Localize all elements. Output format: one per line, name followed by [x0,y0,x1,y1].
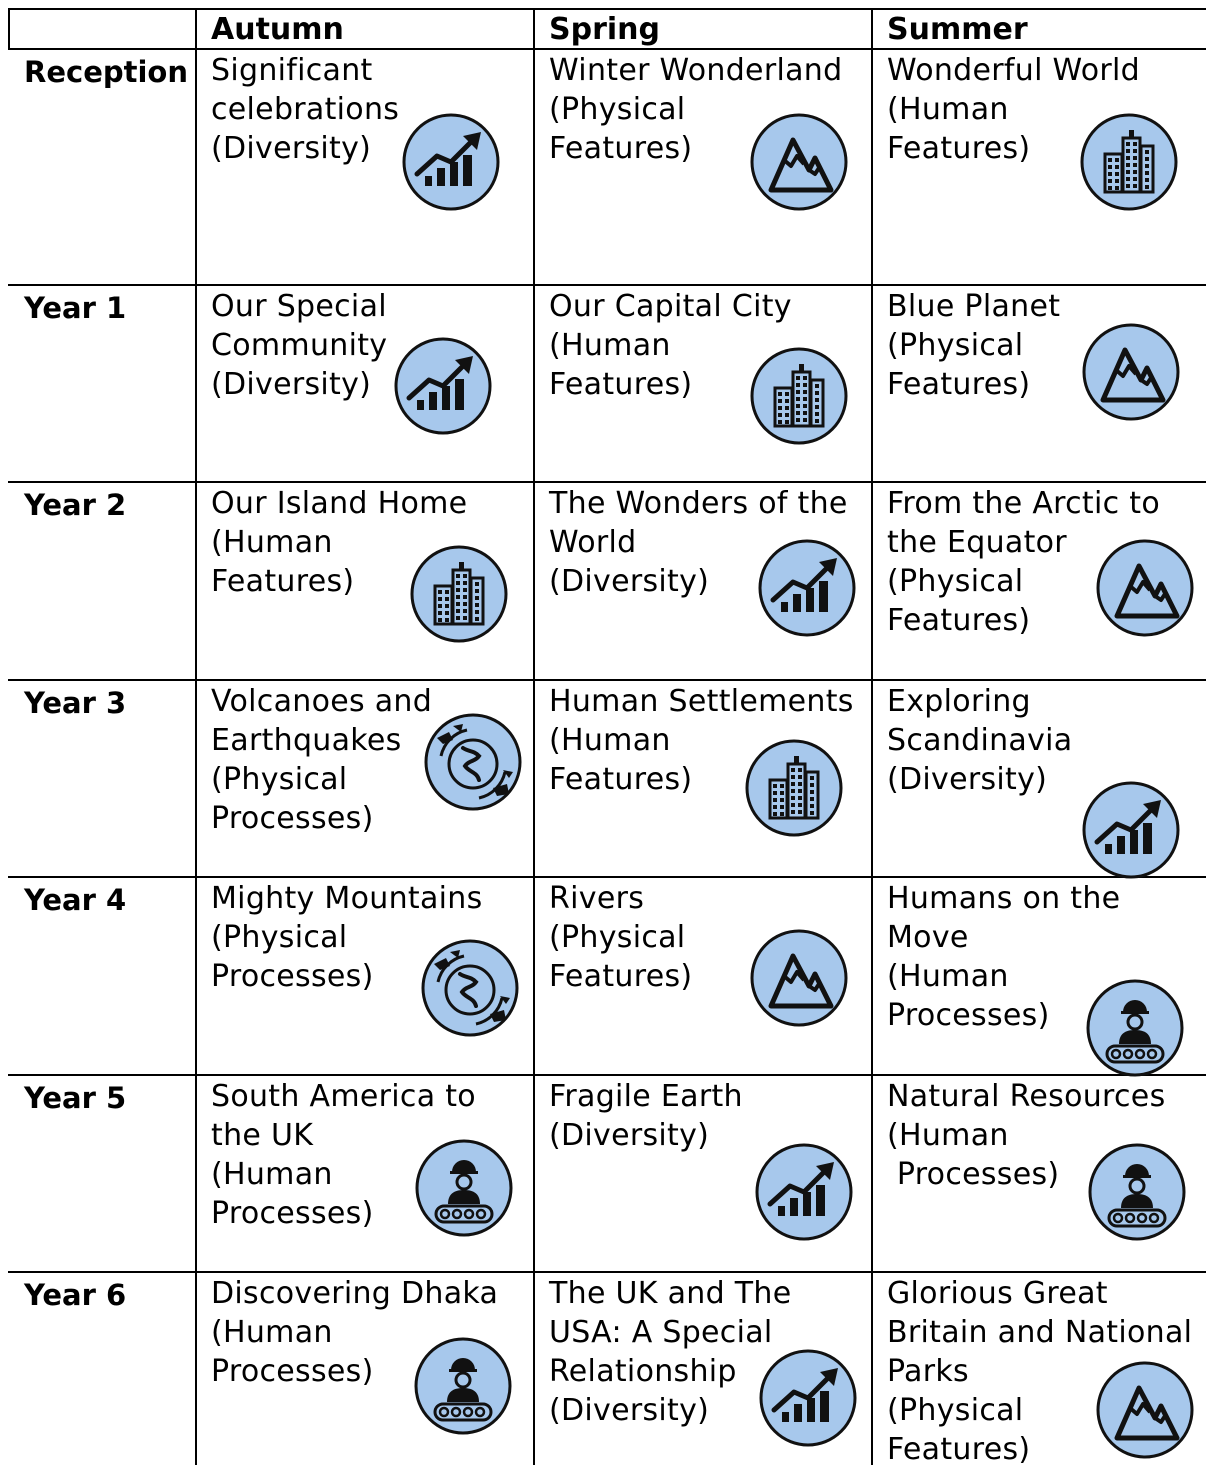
topic-line: Our Special [211,289,387,324]
topic-line: Rivers [549,881,645,916]
column-header-autumn: Autumn [211,12,344,47]
mountain-icon [1081,322,1181,422]
topic-line: Our Capital City [549,289,792,324]
col-divider [871,8,873,1465]
growth-chart-icon [393,336,493,436]
mountain-icon [1095,1360,1195,1460]
topic-line: Features) [211,564,355,599]
topic-line: (Diversity) [549,1118,710,1153]
topic-line: Processes) [211,959,374,994]
topic-line: Features) [549,762,693,797]
topic-line: Our Island Home [211,486,468,521]
topic-line: (Human [211,1315,333,1350]
row-label: Year 3 [24,686,127,720]
topic-line: Exploring [887,684,1031,719]
topic-line: Processes) [211,1196,374,1231]
mountain-icon [749,928,849,1028]
topic-cell [887,682,1072,799]
topic-line: Features) [887,603,1031,638]
column-header-summer: Summer [887,12,1028,47]
tectonic-globe-icon [420,938,520,1038]
topic-line: (Human [549,328,671,363]
column-header-spring: Spring [549,12,660,47]
worker-conveyor-icon [414,1138,514,1238]
topic-line: (Physical [887,564,1024,599]
topic-line: Features) [549,959,693,994]
topic-line: (Physical [549,92,686,127]
topic-line: (Human [549,723,671,758]
topic-line: Features) [549,131,693,166]
growth-chart-icon [401,112,501,212]
topic-line: (Human [887,1118,1009,1153]
topic-cell [549,1077,743,1155]
topic-line: Relationship [549,1354,737,1389]
topic-cell [549,879,692,996]
topic-line: Processes) [887,1157,1060,1192]
topic-line: Features) [887,1432,1031,1467]
topic-line: Features) [549,367,693,402]
topic-cell [211,682,432,838]
topic-line: Mighty Mountains [211,881,483,916]
mountain-icon [1095,538,1195,638]
row-label: Year 5 [24,1081,127,1115]
row-divider [8,1074,1206,1076]
topic-line: celebrations [211,92,400,127]
growth-chart-icon [757,538,857,638]
tectonic-globe-icon [423,712,523,812]
row-divider [8,284,1206,286]
topic-line: (Human [887,92,1009,127]
topic-line: Natural Resources [887,1079,1166,1114]
topic-line: Wonderful World [887,53,1141,88]
row-label: Year 4 [24,883,127,917]
topic-line: Volcanoes and [211,684,433,719]
topic-line: Features) [887,131,1031,166]
col-divider [533,8,535,1465]
topic-cell [211,51,399,168]
topic-line: Discovering Dhaka [211,1276,499,1311]
topic-line: Earthquakes [211,723,402,758]
city-buildings-icon [749,346,849,446]
row-label: Reception [24,55,188,89]
col-divider [8,8,10,50]
row-divider [8,876,1206,878]
row-label: Year 2 [24,488,127,522]
topic-line: Features) [887,367,1031,402]
topic-line: Significant [211,53,373,88]
row-divider [8,679,1206,681]
worker-conveyor-icon [1087,1142,1187,1242]
topic-line: Processes) [211,1354,374,1389]
growth-chart-icon [758,1348,858,1448]
topic-line: Britain and National [887,1315,1193,1350]
row-divider [8,481,1206,483]
topic-line: (Human [887,959,1009,994]
topic-line: (Human [211,1157,333,1192]
topic-line: Fragile Earth [549,1079,743,1114]
growth-chart-icon [754,1142,854,1242]
topic-line: (Human [211,525,333,560]
topic-cell [211,287,387,404]
topic-line: The Wonders of the [549,486,848,521]
worker-conveyor-icon [413,1336,513,1436]
city-buildings-icon [1079,112,1179,212]
row-label: Year 1 [24,291,127,325]
topic-line: Human Settlements [549,684,854,719]
topic-line: The UK and The [549,1276,792,1311]
worker-conveyor-icon [1085,978,1185,1078]
topic-line: Blue Planet [887,289,1061,324]
topic-line: Community [211,328,388,363]
row-label: Year 6 [24,1278,127,1312]
topic-line: Glorious Great [887,1276,1108,1311]
col-divider [195,8,197,1465]
topic-line: From the Arctic to [887,486,1160,521]
topic-line: Winter Wonderland [549,53,843,88]
topic-line: Processes) [887,998,1050,1033]
topic-line: (Physical [211,762,348,797]
city-buildings-icon [744,738,844,838]
topic-line: Parks [887,1354,969,1389]
topic-cell [887,287,1060,404]
growth-chart-icon [1081,780,1181,880]
topic-cell [549,1274,791,1430]
topic-line: the UK [211,1118,314,1153]
topic-line: Move [887,920,969,955]
topic-line: USA: A Special [549,1315,773,1350]
topic-line: (Diversity) [211,131,372,166]
topic-line: (Diversity) [549,1393,710,1428]
city-buildings-icon [409,544,509,644]
topic-line: Scandinavia [887,723,1073,758]
topic-line: World [549,525,637,560]
row-divider [8,1271,1206,1273]
topic-line: (Physical [549,920,686,955]
topic-line: (Physical [887,328,1024,363]
topic-line: (Diversity) [211,367,372,402]
topic-line: South America to [211,1079,476,1114]
topic-line: (Diversity) [549,564,710,599]
mountain-icon [749,112,849,212]
topic-line: Humans on the [887,881,1121,916]
topic-line: (Diversity) [887,762,1048,797]
topic-line: (Physical [887,1393,1024,1428]
topic-line: (Physical [211,920,348,955]
topic-line: Processes) [211,801,374,836]
topic-line: the Equator [887,525,1067,560]
